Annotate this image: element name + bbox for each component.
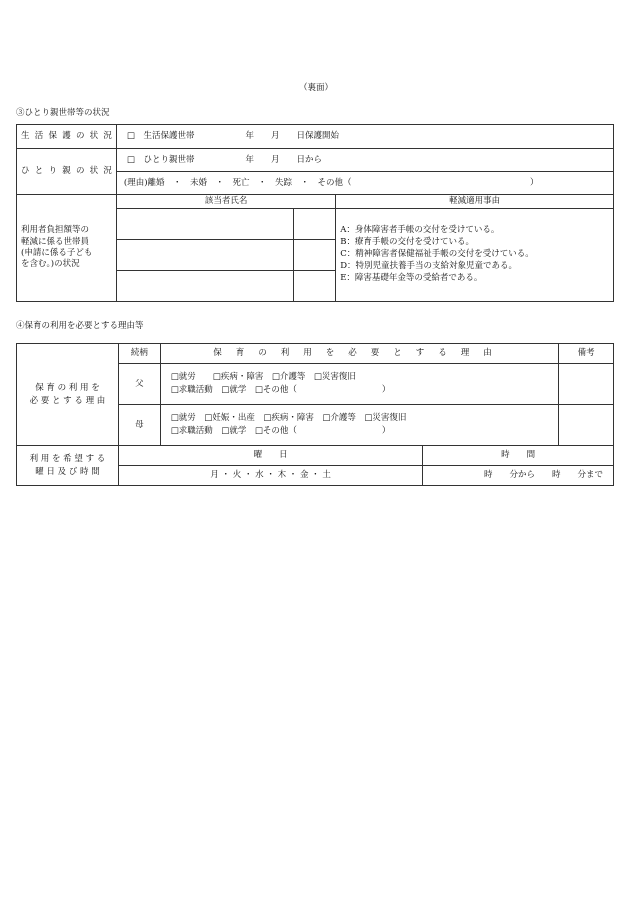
reduction-reasons-list	[336, 209, 614, 302]
childcare-label-line: 必 要 と す る 理 由	[29, 395, 106, 406]
childcare-reason-label	[17, 344, 119, 446]
reduction-reason-item: E：障害基礎年金等の受給者である。	[340, 272, 483, 283]
applicable-person-code-field[interactable]	[294, 240, 336, 271]
relation-header: 続柄	[118, 344, 160, 364]
time-range-field[interactable]: 時 分から 時 分まで	[423, 466, 614, 486]
single-parent-status-field[interactable]: □ ひとり親世帯 年 月 日から	[116, 149, 613, 172]
applicable-person-name-field[interactable]	[116, 209, 293, 240]
schedule-label-line: 曜 日 及 び 時 間	[35, 466, 100, 477]
burden-label-line: 利用者負担額等の	[21, 225, 90, 236]
applicable-person-name-header: 該当者氏名	[116, 195, 335, 209]
mother-reason-line[interactable]: □就労 □妊娠・出産 □疾病・障害 □介護等 □災害復旧	[170, 412, 407, 423]
days-options[interactable]: 月 ・ 火 ・ 水 ・ 木 ・ 金 ・ 土	[118, 466, 422, 486]
childcare-reason-table	[16, 343, 614, 486]
mother-remarks-field[interactable]	[559, 405, 614, 446]
single-parent-status-table	[16, 124, 614, 302]
father-remarks-field[interactable]	[559, 364, 614, 405]
page-side-label: （裏面）	[299, 83, 334, 93]
reduction-reason-item: C：精神障害者保健福祉手帳の交付を受けている。	[340, 249, 534, 260]
remarks-header: 備考	[559, 344, 614, 364]
father-relation: 父	[118, 364, 160, 405]
section4-title: ④保育の利用を必要とする理由等	[16, 321, 144, 331]
section3-title: ③ひとり親世帯等の状況	[16, 108, 110, 118]
single-parent-reason-field[interactable]: (理由)離婚 ・ 未婚 ・ 死亡 ・ 失踪 ・ その他（ ）	[116, 172, 613, 195]
applicable-person-code-field[interactable]	[294, 209, 336, 240]
burden-reduction-label	[17, 195, 117, 302]
days-header: 曜 日	[118, 446, 422, 466]
reduction-reason-header: 軽減適用事由	[336, 195, 614, 209]
mother-reason-line[interactable]: □求職活動 □就学 □その他（ ）	[170, 426, 391, 436]
applicable-person-name-field[interactable]	[116, 271, 293, 302]
father-reason-options[interactable]	[160, 364, 558, 405]
burden-label-line: (申請に係る子ども	[21, 248, 93, 258]
schedule-label-line: 利 用 を 希 望 す る	[29, 453, 106, 464]
welfare-label: 生 活 保 護 の 状 況	[17, 125, 117, 149]
applicable-person-code-field[interactable]	[294, 271, 336, 302]
mother-reason-options[interactable]	[160, 405, 558, 446]
childcare-label-line: 保 育 の 利 用 を	[35, 382, 100, 393]
reduction-reason-item: A：身体障害者手帳の交付を受けている。	[340, 225, 500, 236]
single-parent-label: ひ と り 親 の 状 況	[17, 149, 117, 195]
reduction-reason-item: D：特別児童扶養手当の支給対象児童である。	[340, 260, 518, 271]
burden-label-line: 軽減に係る世帯員	[21, 236, 90, 247]
burden-label-line: を含む。)の状況	[21, 259, 80, 270]
reduction-reason-item: B：療育手帳の交付を受けている。	[340, 237, 474, 248]
mother-relation: 母	[118, 405, 160, 446]
welfare-status-field[interactable]: □ 生活保護世帯 年 月 日保護開始	[116, 125, 613, 149]
father-reason-line[interactable]: □就労 □疾病・障害 □介護等 □災害復旧	[170, 371, 356, 382]
applicable-person-name-field[interactable]	[116, 240, 293, 271]
father-reason-line[interactable]: □求職活動 □就学 □その他（ ）	[170, 385, 391, 395]
childcare-reason-header: 保育の利用を必要とする理由	[160, 344, 558, 364]
time-header: 時 間	[423, 446, 614, 466]
schedule-label	[17, 446, 119, 486]
